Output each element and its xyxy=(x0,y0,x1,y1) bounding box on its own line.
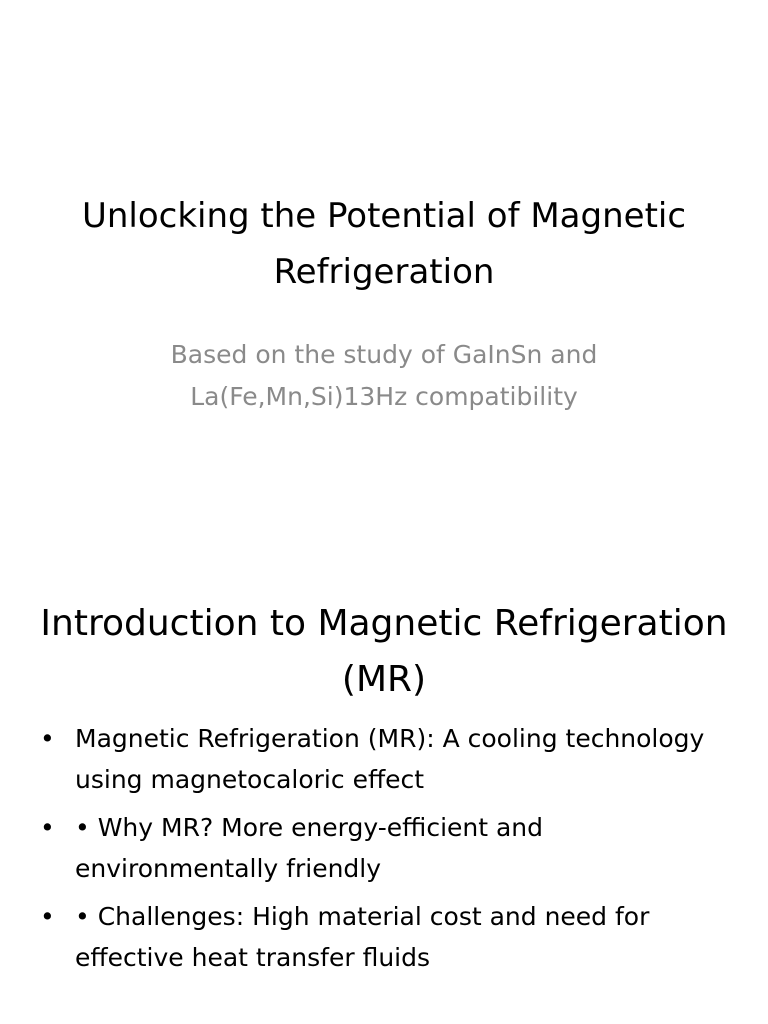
bullet-marker: • xyxy=(40,813,55,842)
bullet-item xyxy=(40,807,740,889)
bullet-item xyxy=(40,718,740,800)
bullet-list xyxy=(40,718,740,985)
content-slide xyxy=(0,512,768,1024)
slide-title: Unlocking the Potential of Magnetic Refrigeration xyxy=(81,196,687,292)
bullet-text: • Why MR? More energy-efficient and environmentally friendly xyxy=(75,813,544,883)
bullet-marker: • xyxy=(40,902,55,931)
slide-title: Introduction to Magnetic Refrigeration (MR) xyxy=(40,603,728,700)
slide-subtitle: Based on the study of GaInSn and La(Fe,Mn,Si)13Hz compatibility xyxy=(170,340,598,411)
bullet-item xyxy=(40,896,740,978)
bullet-marker: • xyxy=(40,724,55,753)
bullet-text: Magnetic Refrigeration (MR): A cooling technology using magnetocaloric effect xyxy=(75,724,705,794)
bullet-text: • Challenges: High material cost and need for effective heat transfer fluids xyxy=(75,902,650,972)
